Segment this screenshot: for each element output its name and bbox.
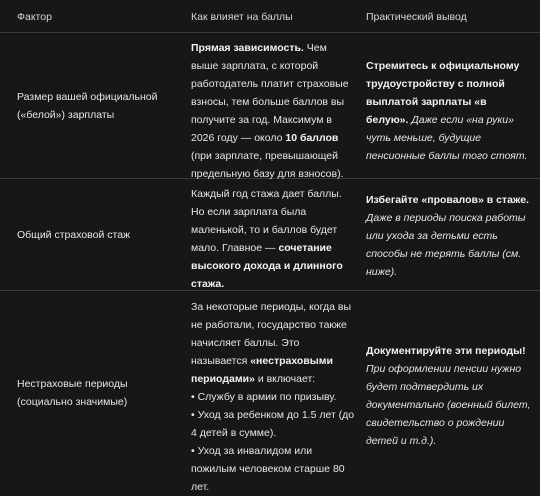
table-row-experience	[0, 179, 540, 291]
factor-cell: Нестраховые периоды (социально значимые)	[17, 378, 128, 408]
table-row-non-insurance	[0, 291, 540, 493]
header-effect: Как влияет на баллы	[191, 11, 293, 23]
effect-cell: Каждый год стажа дает баллы. Но если зарплата была маленькой, то и баллов будет мало. Главное — сочетание высокого дохода и длинного стажа.	[191, 188, 343, 290]
effect-cell: За некоторые периоды, когда вы не работали, государство также начисляет баллы. Это называется «нестраховыми периодами» и включает: • Службу в армии по призыву. • Уход за ребенком до 1.5 лет (до 4 детей в сумме). • Уход за инвалидом или пожилым человеком старше 80 лет.	[191, 298, 356, 496]
conclusion-cell: Избегайте «провалов» в стаже. Даже в периоды поиска работы или ухода за детьми есть способы не терять баллы (см. ниже).	[366, 194, 529, 278]
list-item: • Уход за инвалидом или пожилым человеком старше 80 лет.	[191, 445, 345, 493]
factor-cell: Общий страховой стаж	[17, 229, 131, 241]
table-header	[0, 0, 540, 33]
effect-cell: Прямая зависимость. Чем выше зарплата, с которой работодатель платит страховые взносы, тем больше баллов вы получите за год. Максимум в 2026 году — около 10 баллов (при зарплате, превышающей предельную базу для взносов).	[191, 42, 349, 180]
factor-cell: Размер вашей официальной («белой») зарплаты	[17, 91, 158, 121]
conclusion-cell: Документируйте эти периоды! При оформлении пенсии нужно будет подтвердить их документально (военный билет, свидетельство о рождении детей и т.д.).	[366, 345, 531, 447]
table-row-salary	[0, 33, 540, 179]
list-item: • Уход за ребенком до 1.5 лет (до 4 детей в сумме).	[191, 409, 355, 439]
header-conclusion: Практический вывод	[366, 11, 467, 23]
header-factor: Фактор	[17, 11, 52, 23]
conclusion-cell: Стремитесь к официальному трудоустройству с полной выплатой зарплаты «в белую». Даже если «на руки» чуть меньше, будущие пенсионные баллы того стоят.	[366, 60, 528, 162]
list-item: • Службу в армии по призыву.	[191, 391, 337, 403]
